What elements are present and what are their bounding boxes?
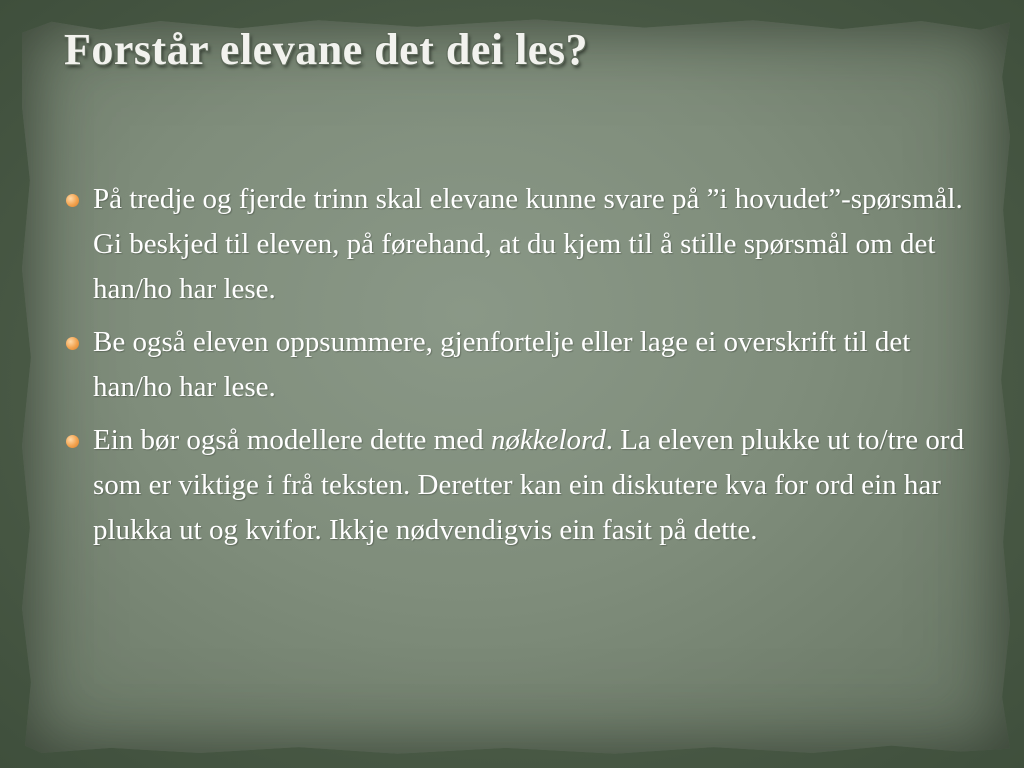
- bullet-list: [64, 177, 974, 561]
- orange-dot-icon: [66, 435, 79, 448]
- bullet-text-3-emphasis: nøkkelord: [490, 424, 606, 456]
- bullet-text-3-before: Ein bør også modellere dette med: [93, 424, 491, 456]
- bullet-text-2: Be også eleven oppsummere, gjenfortelje eller lage ei overskrift til det han/ho har lese.: [93, 326, 911, 403]
- slide-title: Forstår elevane det dei les?: [64, 25, 588, 74]
- bullet-text-1: På tredje og fjerde trinn skal elevane kunne svare på ”i hovudet”-spørsmål. Gi beskjed til eleven, på førehand, at du kjem til å stille spørsmål om det han/ho har lese.: [93, 183, 963, 305]
- bullet-item-2: [64, 320, 974, 410]
- bullet-text-3-after: . La eleven plukke ut to/tre ord som er viktige i frå teksten. Deretter kan ein diskutere kva for ord ein har plukka ut og kvifor. Ikkje nødvendigvis ein fasit på dette.: [93, 424, 965, 546]
- bullet-item-3: [64, 418, 974, 553]
- orange-dot-icon: [66, 194, 79, 207]
- bullet-item-1: [64, 177, 974, 312]
- orange-dot-icon: [66, 337, 79, 350]
